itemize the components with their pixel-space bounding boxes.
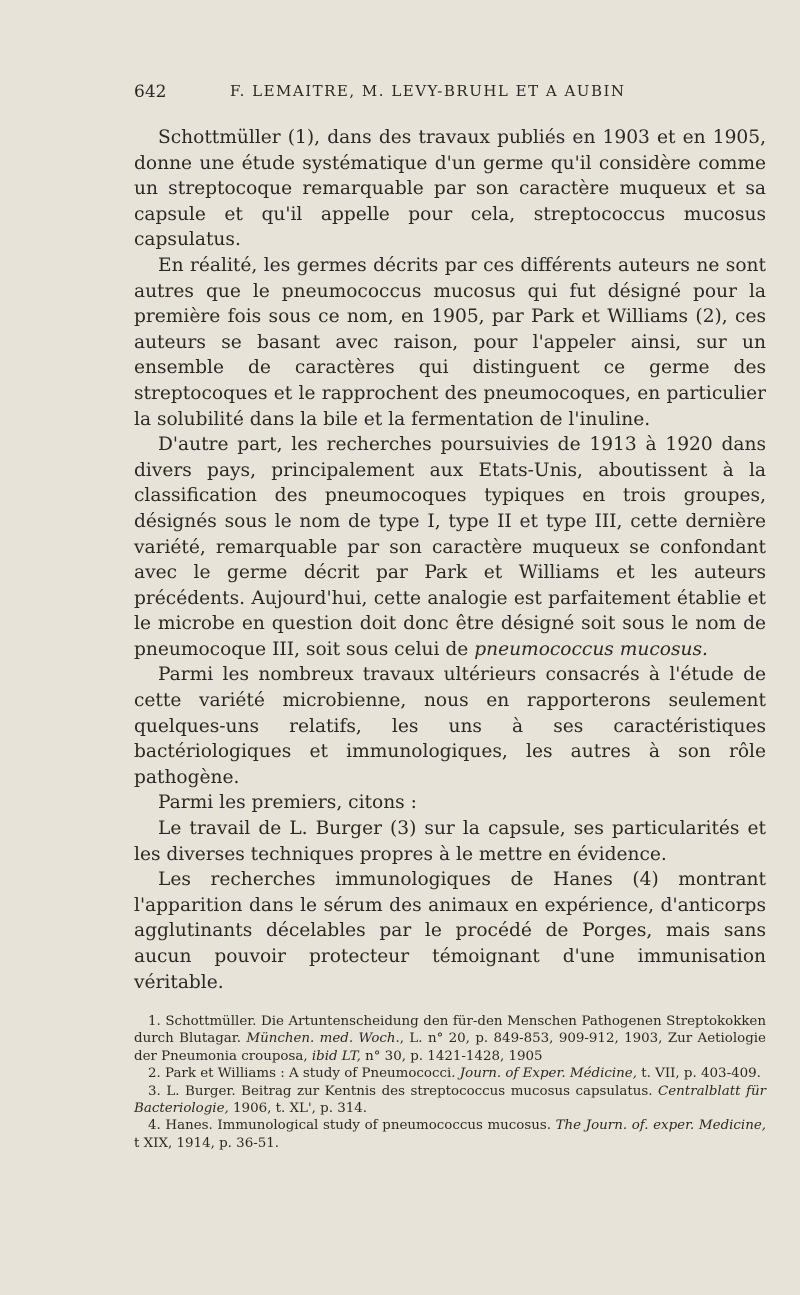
footnote-text: , L. n° 20, p. 849-853, 909-912, 1903, Zur Aetiologie der Pneumonia crouposa, (134, 1031, 766, 1064)
paragraph (134, 432, 766, 662)
paragraph: Parmi les nombreux travaux ultérieurs consacrés à l'étude de cette variété microbienne, nous en rapporterons seulement quelques-uns relatifs, les uns à ses caractéristiques bactériologiques et immunologiques, les autres à son rôle pathogène. (134, 664, 766, 788)
page-header (134, 82, 760, 106)
journal-title: Centralblatt für Bacteriologie, (134, 1083, 766, 1117)
footnote-text: 2. Park et Williams : A study of Pneumococci. (148, 1066, 456, 1082)
footnote-text: n° 30, p. 1421-1428, 1905 (365, 1048, 543, 1064)
journal-title: ibid LT, (311, 1048, 361, 1064)
footnote-3 (134, 1083, 766, 1118)
paragraph: Parmi les premiers, citons : (158, 792, 417, 814)
footnote-text: 1906, t. XL', p. 314. (233, 1101, 368, 1117)
running-title: F. LEMAITRE, M. LEVY-BRUHL ET A AUBIN (230, 82, 626, 100)
footnote-text: 3. L. Burger. Beitrag zur Kentnis des streptococcus mucosus capsulatus. (148, 1083, 653, 1099)
species-name: pneumococcus mucosus. (474, 638, 708, 660)
footnote-text: t XIX, 1914, p. 36-51. (134, 1135, 280, 1151)
paragraph: Schottmüller (1), dans des travaux publiés en 1903 et en 1905, donne une étude systématique d'un germe qu'il considère comme un streptocoque remarquable par son caractère muqueux et sa capsule et qu'il appelle pour cela, streptococcus mucosus capsulatus. (134, 127, 766, 251)
paragraph: Les recherches immunologiques de Hanes (4) montrant l'apparition dans le sérum des animaux en expérience, d'anticorps agglutinants décelables par le procédé de Porges, mais sans aucun pouvoir protecteur témoignant d'une immunisation véritable. (134, 869, 766, 993)
footnotes (134, 1013, 766, 1152)
footnote-text: 1. Schottmüller. Die Artuntenscheidung den für-den Menschen Pathogenen Streptokokken durch Blutagar. (134, 1014, 766, 1047)
page-number: 642 (134, 82, 167, 102)
paragraph: Le travail de L. Burger (3) sur la capsule, ses particularités et les diverses techniques propres à le mettre en évidence. (134, 818, 766, 865)
journal-title: The Journ. of. exper. Medicine, (555, 1118, 767, 1134)
footnote-4 (134, 1117, 766, 1152)
paragraph-text: D'autre part, les recherches poursuivies de 1913 à 1920 dans divers pays, principalement aux Etats-Unis, aboutissent à la classification des pneumocoques typiques en trois groupes, désignés sous le nom de type I, type II et type III, cette dernière variété, remarquable par son caractère muqueux se confondant avec le germe décrit par Park et Williams et les auteurs précédents. Aujourd'hui, cette analogie est parfaitement établie et le microbe en question doit donc être désigné soit sous le nom de pneumocoque III, soit sous celui de (134, 434, 766, 660)
footnote-text: 4. Hanes. Immunological study of pneumococcus mucosus. (148, 1118, 551, 1134)
journal-title: Journ. of Exper. Médicine, (459, 1066, 637, 1082)
journal-title: München. med. Woch. (246, 1031, 400, 1047)
body-text (134, 125, 766, 995)
footnote-text: t. VII, p. 403-409. (641, 1066, 761, 1082)
paragraph: En réalité, les germes décrits par ces différents auteurs ne sont autres que le pneumococcus mucosus qui fut désigné pour la première fois sous ce nom, en 1905, par Park et Williams (2), ces auteurs se basant avec raison, pour l'appeler ainsi, sur un ensemble de caractères qui distinguent ce germe des streptocoques et le rapprochent des pneumocoques, en particulier la solubilité dans la bile et la fermentation de l'inuline. (134, 254, 766, 430)
footnote-2 (134, 1065, 766, 1082)
footnote-1 (134, 1013, 766, 1065)
